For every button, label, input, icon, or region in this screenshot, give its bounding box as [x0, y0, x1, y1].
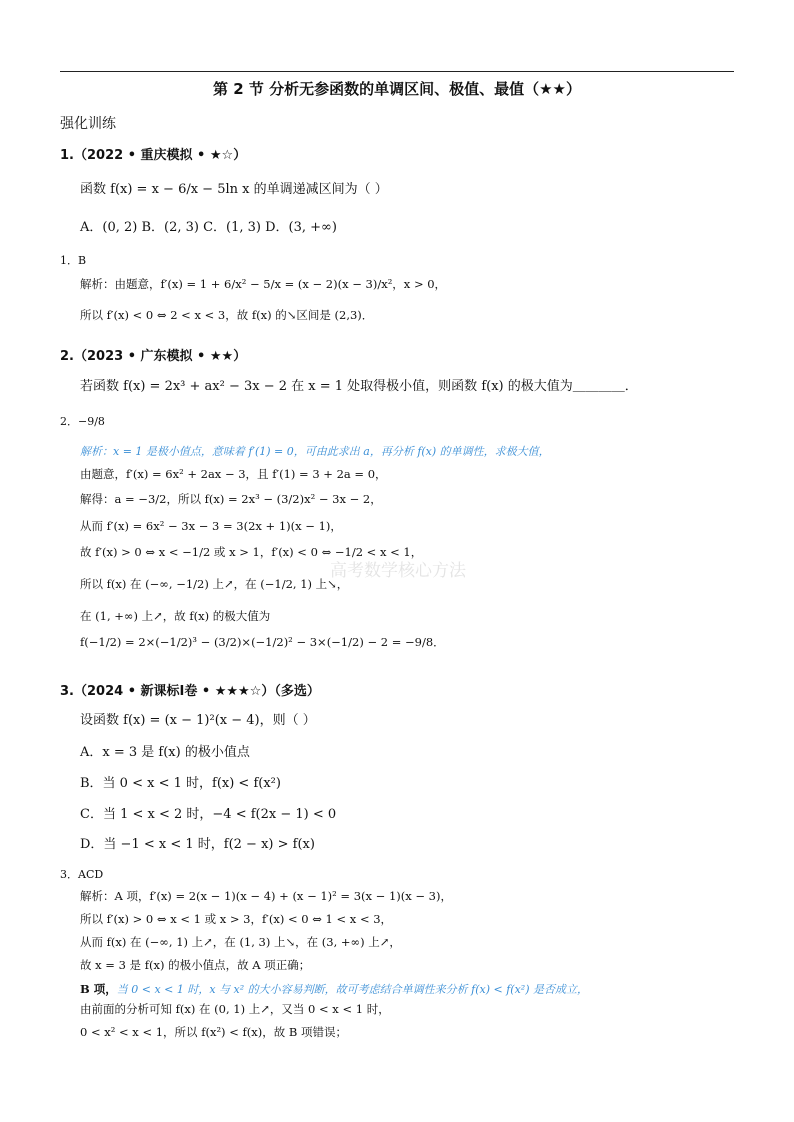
answer-2-line-1: 由题意，f′(x) = 6x² + 2ax − 3，且 f′(1) = 3 + 2a = 0，	[80, 467, 387, 481]
answer-2-note: 解析：x = 1 是极小值点，意味着 f′(1) = 0，可由此求出 a，再分析 f(x) 的单调性，求极大值，	[80, 445, 550, 458]
answer-1-key: 1．B	[60, 254, 87, 267]
question-3-option-d: D．当 −1 < x < 1 时，f(2 − x) > f(x)	[80, 837, 315, 852]
answer-3-key: 3．ACD	[60, 868, 104, 881]
answer-1-line-1: 解析：由题意，f′(x) = 1 + 6/x² − 5/x = (x − 2)(x − 3)/x²，x > 0，	[80, 277, 447, 291]
answer-2-line-2: 解得：a = −3/2，所以 f(x) = 2x³ − (3/2)x² − 3x − 2，	[80, 492, 382, 506]
answer-2-line-5: 所以 f(x) 在 (−∞, −1/2) 上↗，在 (−1/2, 1) 上↘，	[80, 577, 349, 591]
page-title: 第 2 节 分析无参函数的单调区间、极值、最值（★★）	[212, 80, 581, 98]
question-3-option-c: C．当 1 < x < 2 时，−4 < f(2x − 1) < 0	[80, 807, 337, 822]
question-2-header: 2.（2023 • 广东模拟 • ★★）	[60, 349, 247, 364]
answer-2-line-7: f(−1/2) = 2×(−1/2)³ − (3/2)×(−1/2)² − 3×(−1/2) − 2 = −9/8．	[80, 635, 445, 649]
answer-3-line-3: 从而 f(x) 在 (−∞, 1) 上↗，在 (1, 3) 上↘，在 (3, +∞) 上↗，	[80, 935, 401, 949]
question-1-stem: 函数 f(x) = x − 6/x − 5ln x 的单调递减区间为（ ）	[80, 182, 388, 197]
answer-3-line-1: 解析：A 项，f′(x) = 2(x − 1)(x − 4) + (x − 1)² = 3(x − 1)(x − 3)，	[80, 889, 452, 903]
question-2-stem: 若函数 f(x) = 2x³ + ax² − 3x − 2 在 x = 1 处取得极小值，则函数 f(x) 的极大值为＿＿＿＿．	[80, 379, 638, 394]
answer-2-line-6: 在 (1, +∞) 上↗，故 f(x) 的极大值为	[80, 609, 271, 623]
answer-3-item-b-label: B 项，	[80, 982, 117, 996]
question-1-options: A．(0, 2) B．(2, 3) C．(1, 3) D．(3, +∞)	[80, 220, 337, 235]
header-rule	[60, 71, 734, 72]
question-1-header: 1.（2022 • 重庆模拟 • ★☆）	[60, 148, 247, 163]
answer-3-line-5	[80, 978, 588, 997]
answer-3-line-4: 故 x = 3 是 f(x) 的极小值点，故 A 项正确；	[80, 958, 311, 972]
answer-3-line-2: 所以 f′(x) > 0 ⇔ x < 1 或 x > 3，f′(x) < 0 ⇔ 1 < x < 3，	[80, 912, 393, 926]
section-heading: 强化训练	[60, 116, 116, 132]
answer-1-line-2: 所以 f′(x) < 0 ⇔ 2 < x < 3，故 f(x) 的↘区间是 (2,3)．	[80, 308, 374, 322]
question-3-option-a: A．x = 3 是 f(x) 的极小值点	[80, 745, 250, 760]
answer-2-line-3: 从而 f′(x) = 6x² − 3x − 3 = 3(2x + 1)(x − 1)，	[80, 519, 342, 533]
answer-2-line-4: 故 f′(x) > 0 ⇔ x < −1/2 或 x > 1，f′(x) < 0 ⇔ −1/2 < x < 1，	[80, 545, 423, 559]
question-3-stem: 设函数 f(x) = (x − 1)²(x − 4)，则（ ）	[80, 713, 316, 728]
watermark: 高考数学核心方法	[330, 561, 466, 581]
answer-3-note: 当 0 < x < 1 时，x 与 x² 的大小容易判断，故可考虑结合单调性来分析 f(x) < f(x²) 是否成立，	[116, 983, 588, 996]
question-3-header: 3.（2024 • 新课标Ⅰ卷 • ★★★☆）（多选）	[60, 684, 320, 699]
question-3-option-b: B．当 0 < x < 1 时，f(x) < f(x²)	[80, 776, 281, 791]
answer-3-line-6: 由前面的分析可知 f(x) 在 (0, 1) 上↗，又当 0 < x < 1 时，	[80, 1002, 390, 1016]
answer-3-line-7: 0 < x² < x < 1，所以 f(x²) < f(x)，故 B 项错误；	[80, 1025, 347, 1039]
answer-2-key: 2．−9/8	[60, 415, 105, 428]
